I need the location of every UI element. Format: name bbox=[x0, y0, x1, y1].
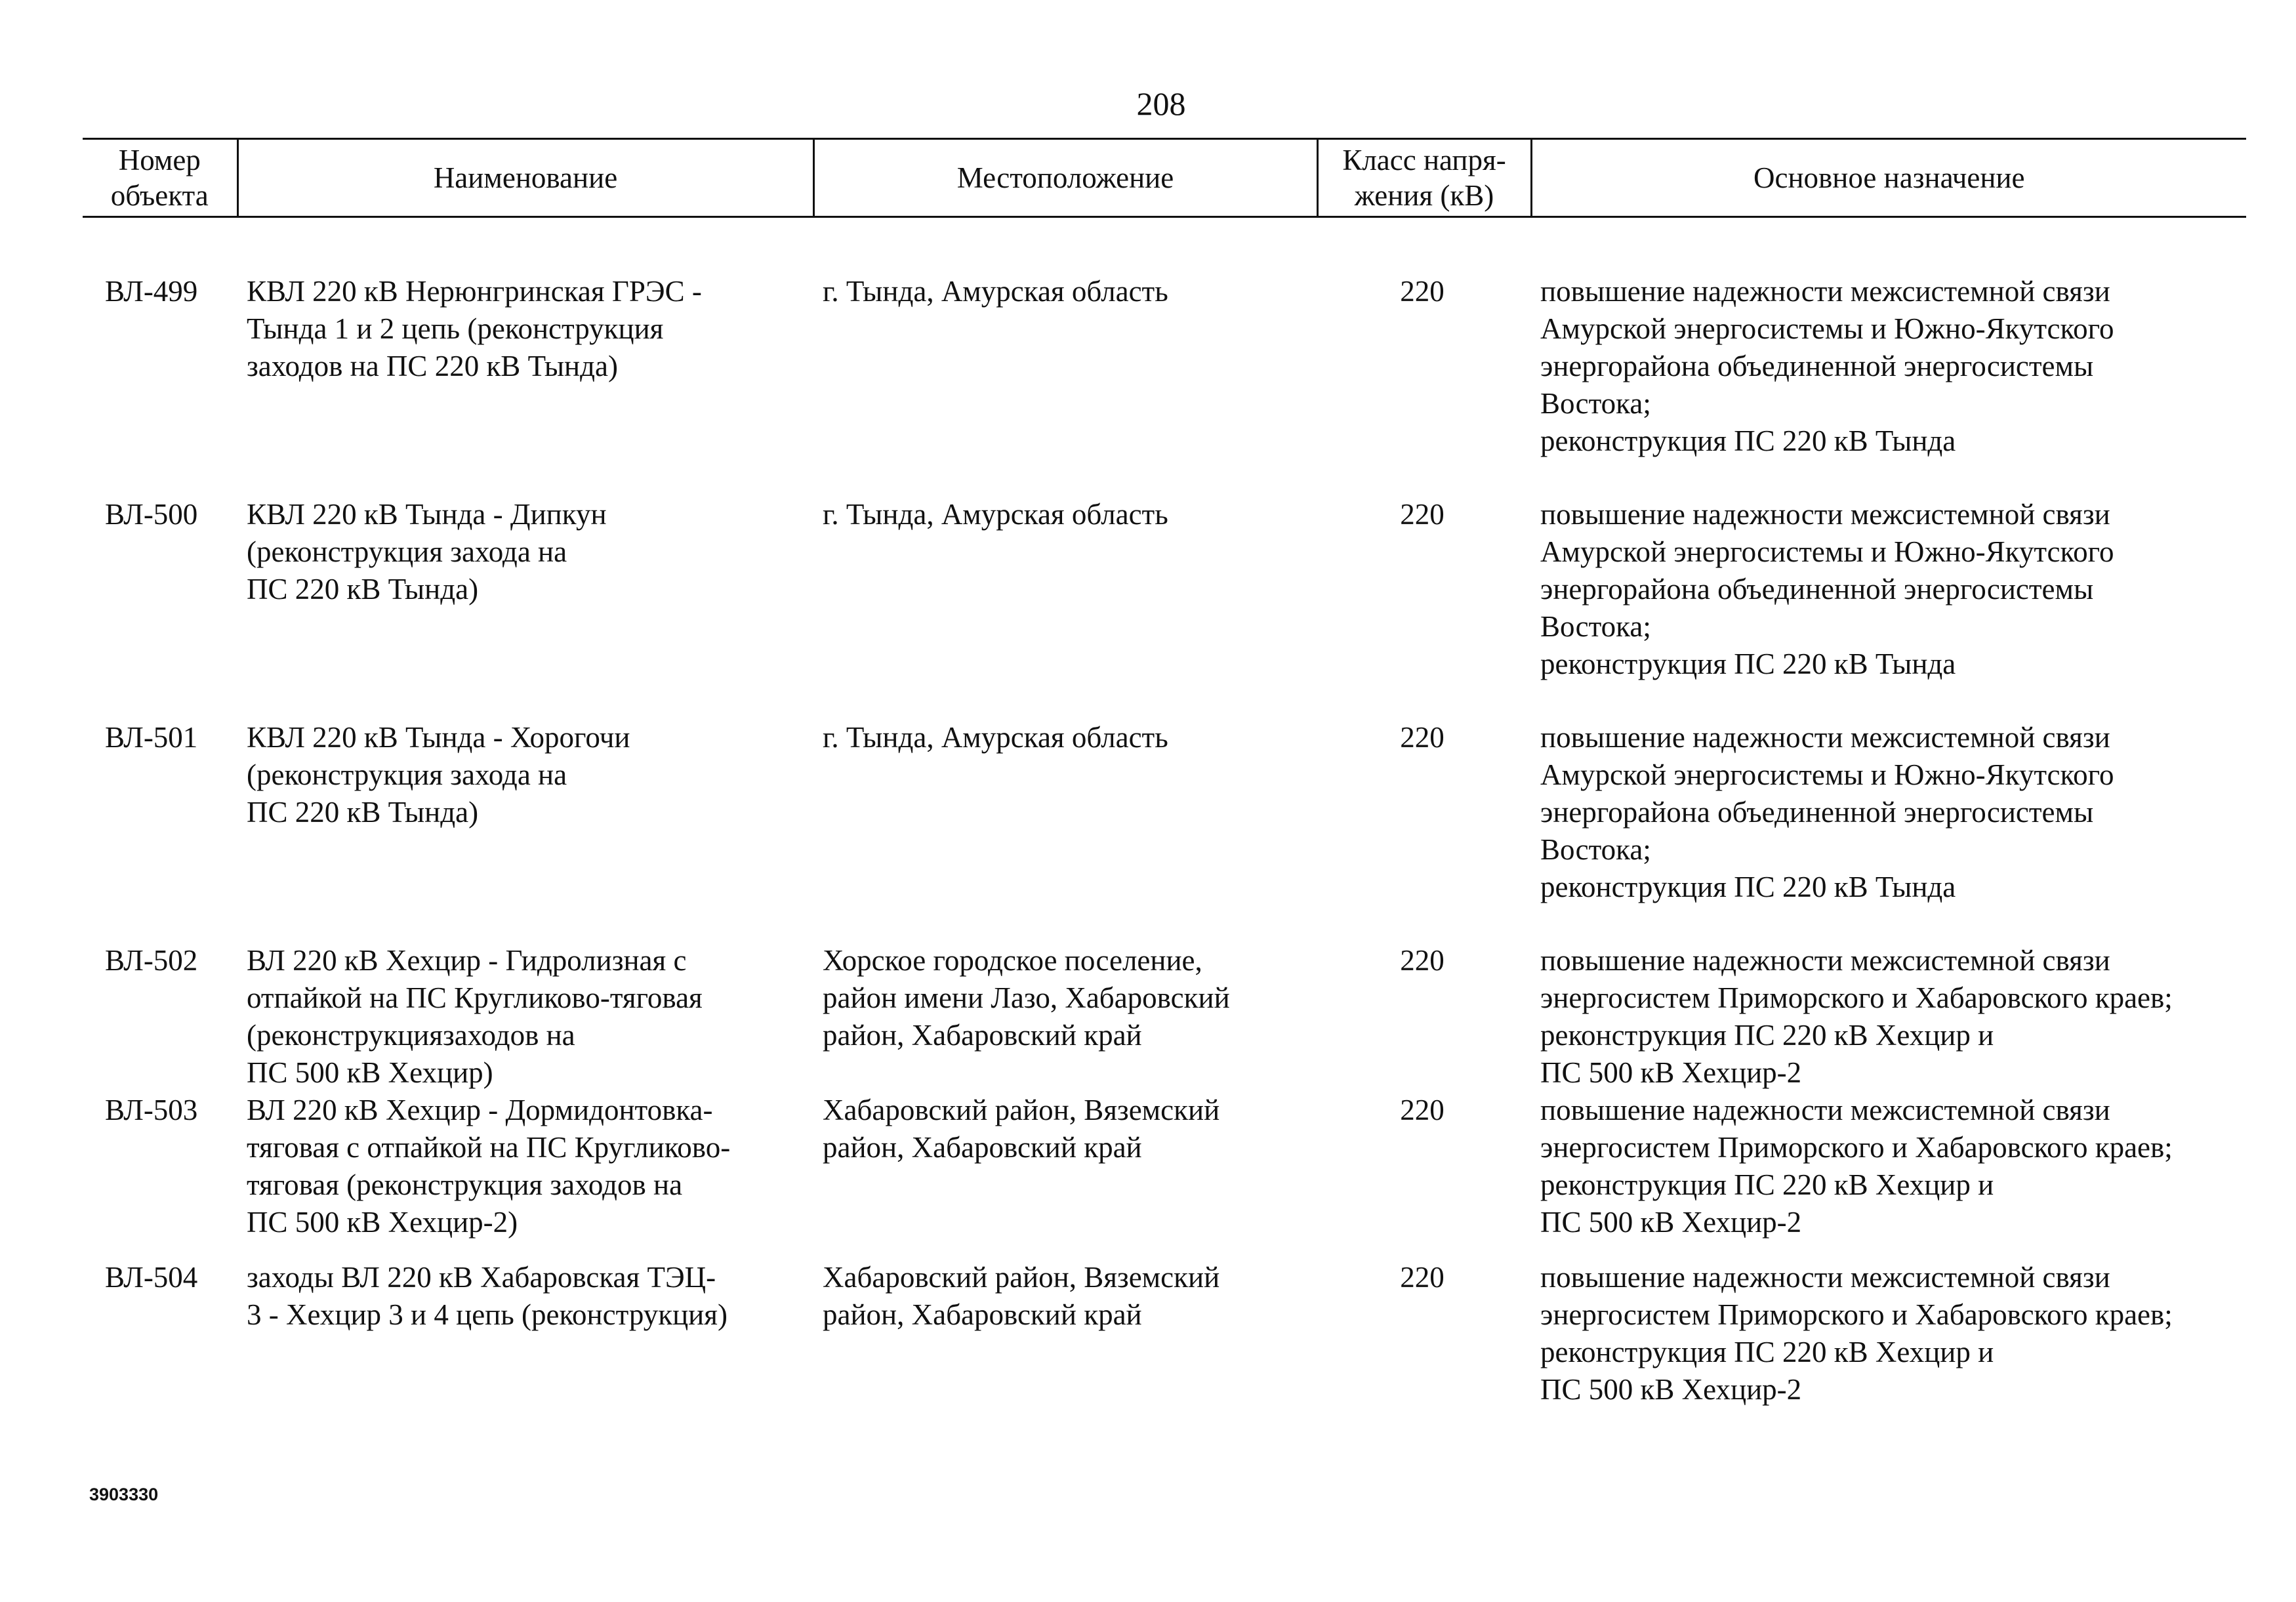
object-name: ПС 500 кВ Хехцир) bbox=[247, 1056, 493, 1089]
object-purpose: повышение надежности межсистемной связи bbox=[1540, 1094, 2110, 1126]
object-name: ПС 220 кВ Тында) bbox=[247, 573, 479, 606]
object-purpose: реконструкция ПС 220 кВ Хехцир и bbox=[1540, 1168, 1994, 1201]
object-number: ВЛ-502 bbox=[105, 944, 198, 977]
object-number: ВЛ-500 bbox=[105, 498, 198, 531]
table-body bbox=[83, 217, 2246, 1427]
object-name: заходов на ПС 220 кВ Тында) bbox=[247, 350, 618, 382]
object-purpose: Амурской энергосистемы и Южно-Якутского bbox=[1540, 312, 2114, 345]
object-location-cell bbox=[813, 1259, 1317, 1426]
object-name: ВЛ 220 кВ Хехцир - Гидролизная с bbox=[247, 944, 687, 977]
object-purpose: энергорайона объединенной энергосистемы bbox=[1540, 350, 2094, 382]
object-purpose: повышение надежности межсистемной связи bbox=[1540, 944, 2110, 977]
header-voltage-line: жения (кВ) bbox=[1354, 179, 1494, 212]
object-purpose-cell bbox=[1531, 683, 2246, 906]
object-name: тяговая с отпайкой на ПС Кругликово- bbox=[247, 1131, 731, 1164]
object-name: заходы ВЛ 220 кВ Хабаровская ТЭЦ- bbox=[247, 1261, 716, 1294]
object-purpose-cell bbox=[1531, 1259, 2246, 1426]
object-number-cell bbox=[83, 1259, 237, 1426]
header-row bbox=[83, 139, 2246, 217]
header-number-line: объекта bbox=[110, 179, 209, 212]
object-name: КВЛ 220 кВ Тында - Дипкун bbox=[247, 498, 607, 531]
voltage-class-cell bbox=[1317, 906, 1531, 1092]
object-number-cell bbox=[83, 683, 237, 906]
object-purpose-cell bbox=[1531, 217, 2246, 461]
table-row bbox=[83, 1259, 2246, 1426]
object-name: ПС 500 кВ Хехцир-2) bbox=[247, 1206, 518, 1239]
voltage-class: 220 bbox=[1400, 1094, 1445, 1126]
object-location: Хабаровский район, Вяземский bbox=[823, 1261, 1220, 1294]
voltage-class-cell bbox=[1317, 1259, 1531, 1426]
object-location: Хорское городское поселение, bbox=[823, 944, 1202, 977]
object-name-cell bbox=[237, 1092, 813, 1259]
header-voltage bbox=[1317, 139, 1531, 217]
voltage-class-cell bbox=[1317, 460, 1531, 683]
object-purpose: реконструкция ПС 220 кВ Хехцир и bbox=[1540, 1336, 1994, 1368]
objects-table bbox=[83, 138, 2246, 1426]
object-location-cell bbox=[813, 217, 1317, 461]
object-location: г. Тында, Амурская область bbox=[823, 275, 1168, 308]
object-name-cell bbox=[237, 460, 813, 683]
object-purpose: Амурской энергосистемы и Южно-Якутского bbox=[1540, 758, 2114, 791]
header-number bbox=[83, 139, 237, 217]
object-number-cell bbox=[83, 1092, 237, 1259]
object-name: тяговая (реконструкция заходов на bbox=[247, 1168, 683, 1201]
object-purpose: Востока; bbox=[1540, 387, 1651, 420]
object-purpose: ПС 500 кВ Хехцир-2 bbox=[1540, 1206, 1802, 1239]
object-purpose: Востока; bbox=[1540, 833, 1651, 866]
table-row bbox=[83, 683, 2246, 906]
object-purpose: повышение надежности межсистемной связи bbox=[1540, 498, 2110, 531]
table-row bbox=[83, 906, 2246, 1092]
voltage-class: 220 bbox=[1400, 275, 1445, 308]
object-name: (реконструкция захода на bbox=[247, 535, 567, 568]
page-number: 208 bbox=[1136, 85, 1186, 122]
object-number-cell bbox=[83, 217, 237, 461]
object-purpose-cell bbox=[1531, 1092, 2246, 1259]
object-purpose: ПС 500 кВ Хехцир-2 bbox=[1540, 1373, 1802, 1406]
table-row bbox=[83, 460, 2246, 683]
object-purpose: энергосистем Приморского и Хабаровского краев; bbox=[1540, 1298, 2173, 1331]
object-name-cell bbox=[237, 1259, 813, 1426]
object-name-cell bbox=[237, 683, 813, 906]
table-row bbox=[83, 217, 2246, 461]
object-name: 3 - Хехцир 3 и 4 цепь (реконструкция) bbox=[247, 1298, 728, 1331]
object-purpose-cell bbox=[1531, 460, 2246, 683]
object-name-cell bbox=[237, 906, 813, 1092]
object-purpose-cell bbox=[1531, 906, 2246, 1092]
header-name bbox=[237, 139, 813, 217]
object-purpose: реконструкция ПС 220 кВ Тында bbox=[1540, 424, 1956, 457]
voltage-class: 220 bbox=[1400, 1261, 1445, 1294]
object-name: (реконструкциязаходов на bbox=[247, 1019, 575, 1052]
object-name-cell bbox=[237, 217, 813, 461]
header-purpose-line: Основное назначение bbox=[1753, 161, 2025, 194]
voltage-class-cell bbox=[1317, 1092, 1531, 1259]
object-purpose: ПС 500 кВ Хехцир-2 bbox=[1540, 1056, 1802, 1089]
object-purpose: повышение надежности межсистемной связи bbox=[1540, 1261, 2110, 1294]
header-name-line: Наименование bbox=[433, 161, 618, 194]
object-number: ВЛ-504 bbox=[105, 1261, 198, 1294]
voltage-class-cell bbox=[1317, 217, 1531, 461]
object-purpose: повышение надежности межсистемной связи bbox=[1540, 721, 2110, 754]
object-location-cell bbox=[813, 1092, 1317, 1259]
header-number-line: Номер bbox=[118, 144, 201, 176]
object-number: ВЛ-503 bbox=[105, 1094, 198, 1126]
object-purpose: реконструкция ПС 220 кВ Хехцир и bbox=[1540, 1019, 1994, 1052]
object-location: г. Тында, Амурская область bbox=[823, 498, 1168, 531]
object-location: район, Хабаровский край bbox=[823, 1131, 1142, 1164]
object-purpose: энергорайона объединенной энергосистемы bbox=[1540, 796, 2094, 829]
voltage-class: 220 bbox=[1400, 944, 1445, 977]
object-location: район имени Лазо, Хабаровский bbox=[823, 981, 1230, 1014]
header-voltage-line: Класс напря- bbox=[1342, 144, 1506, 176]
table-row bbox=[83, 1092, 2246, 1259]
object-purpose: энергорайона объединенной энергосистемы bbox=[1540, 573, 2094, 606]
object-location-cell bbox=[813, 460, 1317, 683]
object-purpose: энергосистем Приморского и Хабаровского краев; bbox=[1540, 981, 2173, 1014]
object-location-cell bbox=[813, 683, 1317, 906]
object-purpose: энергосистем Приморского и Хабаровского краев; bbox=[1540, 1131, 2173, 1164]
voltage-class-cell bbox=[1317, 683, 1531, 906]
object-number-cell bbox=[83, 460, 237, 683]
object-purpose: повышение надежности межсистемной связи bbox=[1540, 275, 2110, 308]
header-location bbox=[813, 139, 1317, 217]
object-location: Хабаровский район, Вяземский bbox=[823, 1094, 1220, 1126]
object-name: ПС 220 кВ Тында) bbox=[247, 796, 479, 829]
object-name: КВЛ 220 кВ Тында - Хорогочи bbox=[247, 721, 630, 754]
object-location-cell bbox=[813, 906, 1317, 1092]
object-name: ВЛ 220 кВ Хехцир - Дормидонтовка- bbox=[247, 1094, 713, 1126]
voltage-class: 220 bbox=[1400, 721, 1445, 754]
object-location: г. Тында, Амурская область bbox=[823, 721, 1168, 754]
object-number: ВЛ-499 bbox=[105, 275, 198, 308]
object-name: Тында 1 и 2 цепь (реконструкция bbox=[247, 312, 664, 345]
header-location-line: Местоположение bbox=[956, 161, 1174, 194]
header-purpose bbox=[1531, 139, 2246, 217]
object-purpose: Востока; bbox=[1540, 610, 1651, 643]
object-purpose: реконструкция ПС 220 кВ Тында bbox=[1540, 871, 1956, 903]
voltage-class: 220 bbox=[1400, 498, 1445, 531]
document-code: 3903330 bbox=[89, 1485, 159, 1504]
object-location: район, Хабаровский край bbox=[823, 1019, 1142, 1052]
object-purpose: реконструкция ПС 220 кВ Тында bbox=[1540, 647, 1956, 680]
object-purpose: Амурской энергосистемы и Южно-Якутского bbox=[1540, 535, 2114, 568]
object-number: ВЛ-501 bbox=[105, 721, 198, 754]
object-name: отпайкой на ПС Кругликово-тяговая bbox=[247, 981, 703, 1014]
object-name: КВЛ 220 кВ Нерюнгринская ГРЭС - bbox=[247, 275, 702, 308]
object-location: район, Хабаровский край bbox=[823, 1298, 1142, 1331]
object-number-cell bbox=[83, 906, 237, 1092]
object-name: (реконструкция захода на bbox=[247, 758, 567, 791]
